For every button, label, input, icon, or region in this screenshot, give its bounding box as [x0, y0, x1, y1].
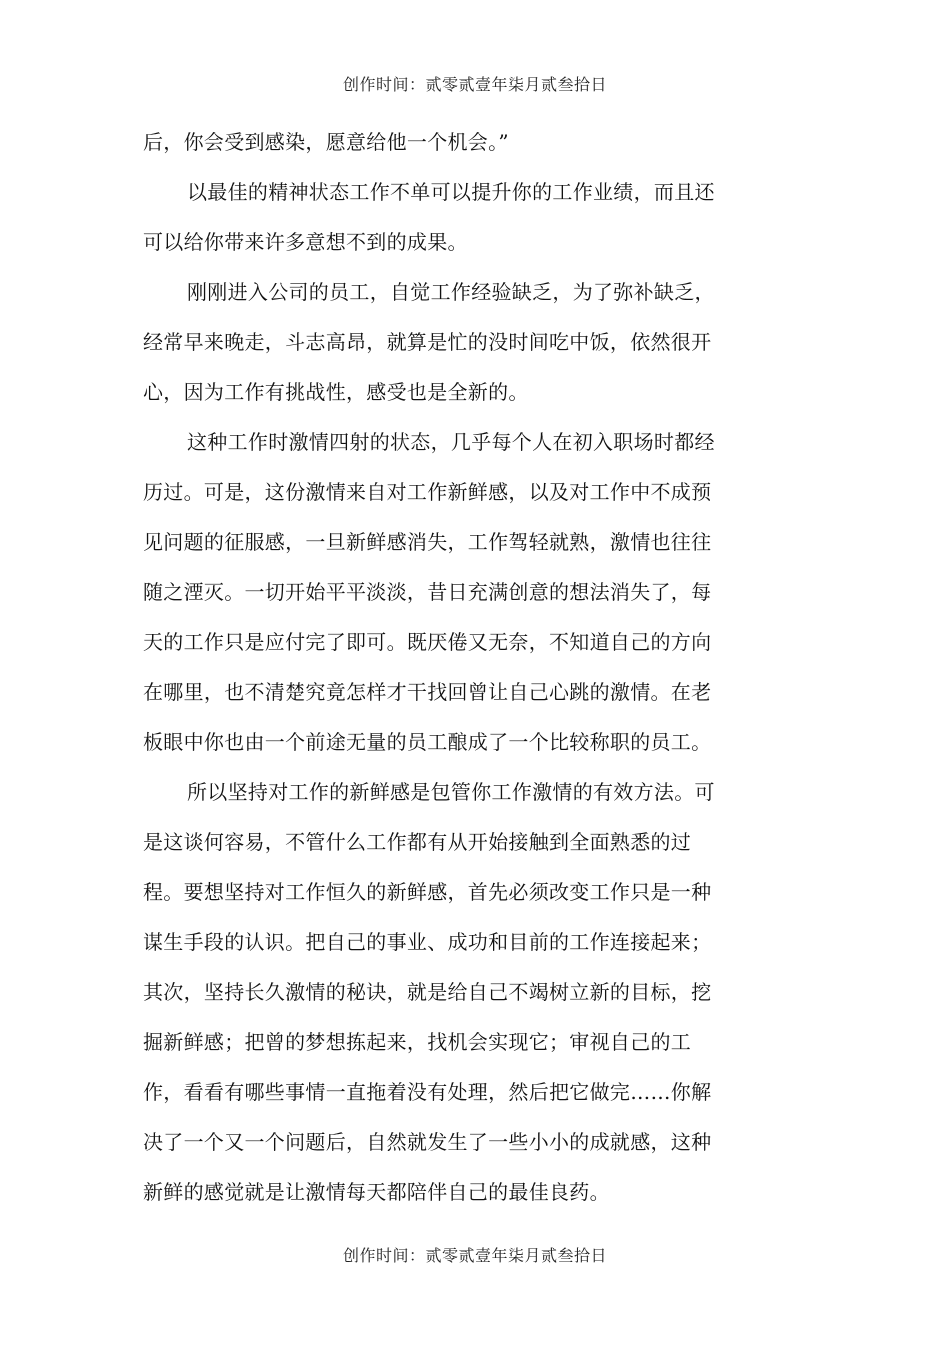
body-line: 刚刚进入公司的员工，自觉工作经验缺乏，为了弥补缺乏， [187, 280, 715, 304]
body-line: 所以坚持对工作的新鲜感是包管你工作激情的有效方法。可 [187, 780, 715, 804]
body-line: 在哪里，也不清楚究竟怎样才干找回曾让自己心跳的激情。在老 [143, 680, 712, 704]
body-line: 程。要想坚持对工作恒久的新鲜感，首先必须改变工作只是一种 [143, 880, 712, 904]
page-header: 创作时间：贰零贰壹年柒月贰叁拾日 [342, 75, 607, 94]
body-line: 后，你会受到感染，愿意给他一个机会。” [143, 130, 509, 154]
body-line: 这种工作时激情四射的状态，几乎每个人在初入职场时都经 [187, 430, 715, 454]
body-line: 天的工作只是应付完了即可。既厌倦又无奈，不知道自己的方向 [143, 630, 712, 654]
body-line: 决了一个又一个问题后，自然就发生了一些小小的成就感，这种 [143, 1130, 712, 1154]
body-line: 谋生手段的认识。把自己的事业、成功和目前的工作连接起来； [143, 930, 712, 954]
body-line: 是这谈何容易，不管什么工作都有从开始接触到全面熟悉的过 [143, 830, 692, 854]
body-line: 可以给你带来许多意想不到的成果。 [143, 230, 468, 254]
page-footer: 创作时间：贰零贰壹年柒月贰叁拾日 [342, 1246, 607, 1265]
body-line: 作，看看有哪些事情一直拖着没有处理，然后把它做完……你解 [143, 1080, 712, 1104]
body-line: 历过。可是，这份激情来自对工作新鲜感，以及对工作中不成预 [143, 480, 712, 504]
body-line: 随之湮灭。一切开始平平淡淡，昔日充满创意的想法消失了，每 [143, 580, 712, 604]
body-line: 心，因为工作有挑战性，感受也是全新的。 [143, 380, 529, 404]
body-line: 板眼中你也由一个前途无量的员工酿成了一个比较称职的员工。 [143, 730, 712, 754]
page-body [143, 117, 743, 1217]
body-line: 经常早来晚走，斗志高昂，就算是忙的没时间吃中饭，依然很开 [143, 330, 712, 354]
body-line: 掘新鲜感；把曾的梦想拣起来，找机会实现它；审视自己的工 [143, 1030, 692, 1054]
body-line: 其次，坚持长久激情的秘诀，就是给自己不竭树立新的目标，挖 [143, 980, 712, 1004]
body-line: 见问题的征服感，一旦新鲜感消失，工作驾轻就熟，激情也往往 [143, 530, 712, 554]
body-line: 以最佳的精神状态工作不单可以提升你的工作业绩，而且还 [187, 180, 715, 204]
body-line: 新鲜的感觉就是让激情每天都陪伴自己的最佳良药。 [143, 1180, 610, 1204]
